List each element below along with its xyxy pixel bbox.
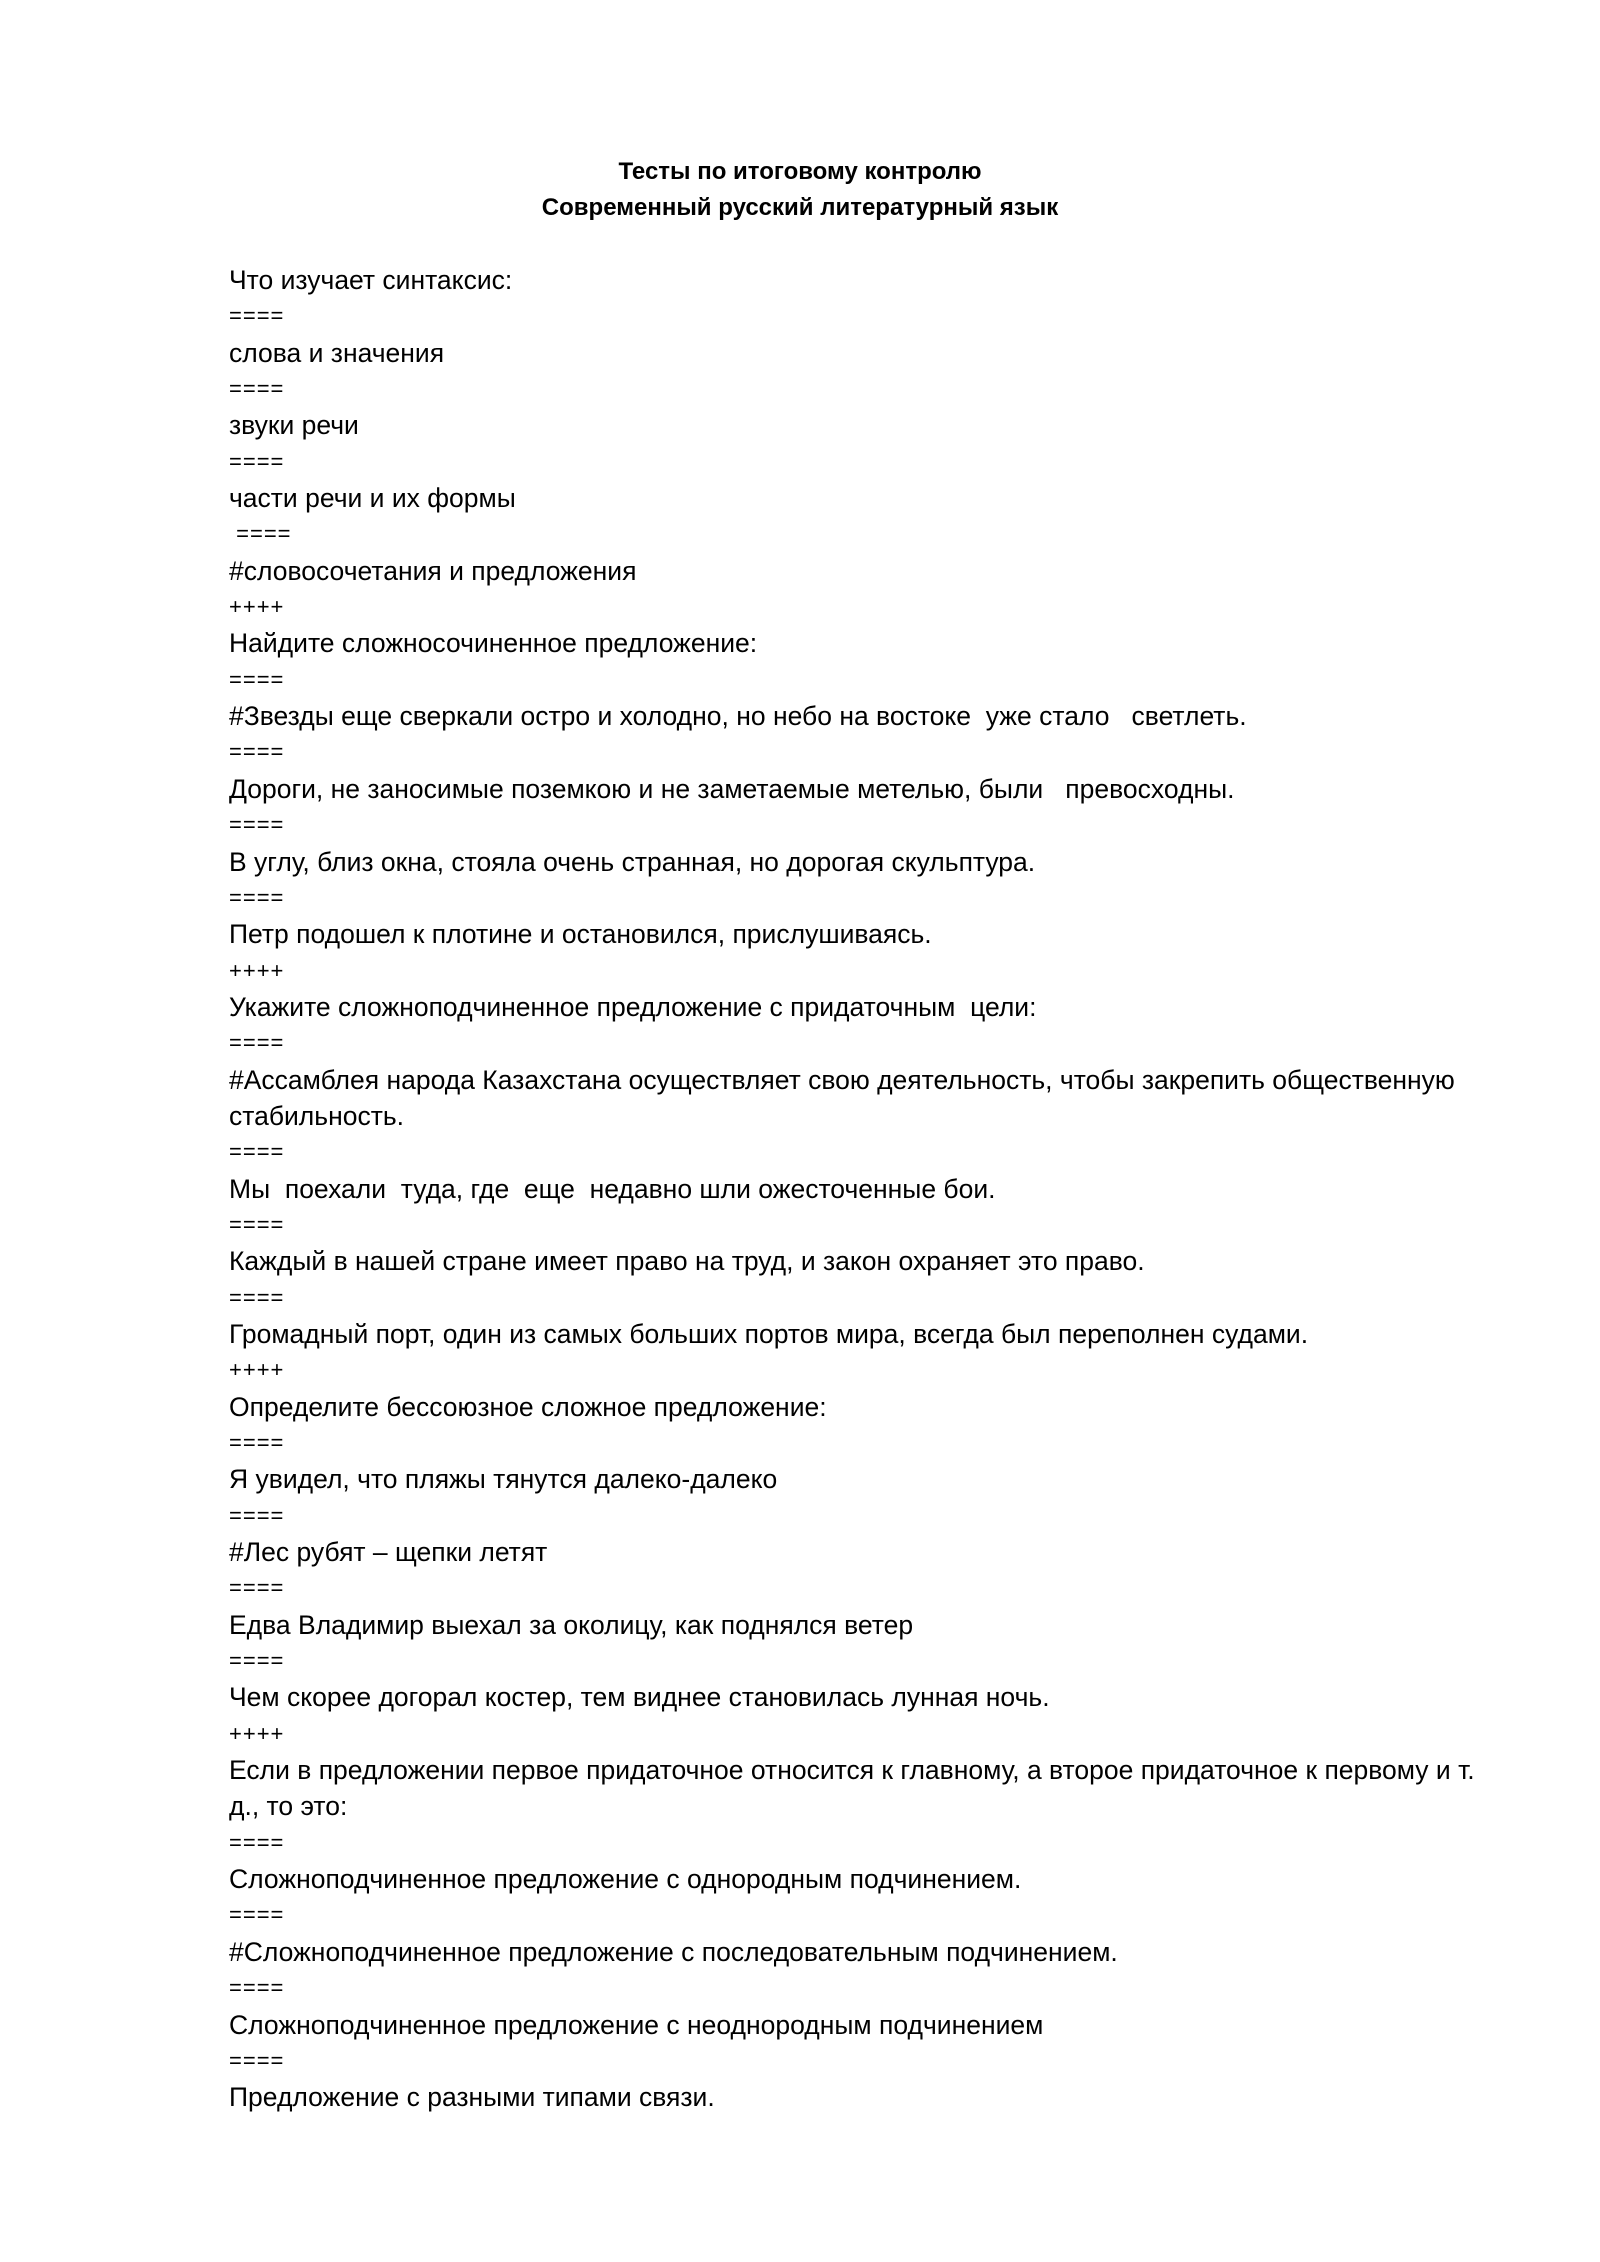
answer-option-correct: #Лес рубят – щепки летят — [229, 1537, 548, 1568]
question-text: Укажите сложноподчиненное предложение с придаточным цели: — [229, 991, 1037, 1022]
separator: ==== — [229, 1430, 285, 1455]
separator: ==== — [229, 739, 285, 765]
question-text: Что изучает синтаксис: — [229, 265, 513, 295]
separator: ==== — [229, 1211, 285, 1237]
answer-option: Едва Владимир выехал за околицу, как поднялся ветер — [229, 1609, 914, 1640]
answer-option-correct: #Звезды еще сверкали остро и холодно, но небо на востоке уже стало светлеть. — [229, 701, 1247, 732]
separator: ==== — [229, 448, 285, 474]
question-text: Найдите сложносочиненное предложение: — [229, 628, 758, 659]
answer-option: Я увидел, что пляжы тянутся далеко-далеко — [229, 1464, 778, 1495]
question-separator: ++++ — [229, 1357, 285, 1383]
separator: ==== — [229, 1975, 285, 2001]
answer-option: Сложноподчиненное предложение с однородным подчинением. — [229, 1864, 1022, 1895]
document-title — [0, 154, 1600, 226]
question-text: Если в предложении первое придаточное относится к главному, а второе придаточное к первому и т. д., то это: — [229, 1755, 1483, 1822]
separator: ==== — [229, 884, 285, 910]
answer-option: Дороги, не заносимые поземкою и не заметаемые метелью, были превосходны. — [229, 773, 1235, 804]
separator: ==== — [229, 1502, 285, 1528]
separator: ==== — [229, 1030, 285, 1056]
separator: ==== — [229, 812, 285, 838]
separator: ==== — [229, 1139, 285, 1165]
question-separator: ++++ — [229, 1720, 285, 1746]
separator: ==== — [229, 521, 292, 547]
answer-option: В углу, близ окна, стояла очень странная, но дорогая скульптура. — [229, 846, 1036, 877]
test-content — [229, 262, 1489, 2116]
separator: ==== — [229, 1284, 285, 1310]
separator: ==== — [229, 1902, 285, 1928]
title-line-2: Современный русский литературный язык — [541, 194, 1059, 221]
answer-option-correct: #Сложноподчиненное предложение с последовательным подчинением. — [229, 1936, 1118, 1967]
answer-option: Каждый в нашей стране имеет право на труд, и закон охраняет это право. — [229, 1246, 1145, 1277]
answer-option: звуки речи — [229, 410, 359, 441]
answer-option-correct: #словосочетания и предложения — [229, 555, 637, 586]
answer-option: Предложение с разными типами связи. — [229, 2082, 715, 2113]
question-text: Определите бессоюзное сложное предложение: — [229, 1391, 827, 1422]
answer-option: слова и значения — [229, 337, 445, 368]
answer-option: части речи и их формы — [229, 483, 516, 514]
answer-option: Чем скорее догорал костер, тем виднее становилась лунная ночь. — [229, 1682, 1050, 1713]
answer-option-correct: #Ассамблея народа Казахстана осуществляет свою деятельность, чтобы закрепить общественную стабильность. — [229, 1064, 1463, 1131]
separator: ==== — [229, 303, 285, 329]
separator: ==== — [229, 2047, 285, 2073]
separator: ==== — [229, 1648, 285, 1674]
separator: ==== — [229, 1575, 285, 1601]
answer-option: Мы поехали туда, где еще недавно шли ожесточенные бои. — [229, 1173, 996, 1204]
separator: ==== — [229, 666, 285, 692]
answer-option: Сложноподчиненное предложение с неоднородным подчинением — [229, 2009, 1044, 2040]
answer-option: Громадный порт, один из самых больших портов мира, всегда был переполнен судами. — [229, 1318, 1309, 1349]
separator: ==== — [229, 376, 285, 402]
question-separator: ++++ — [229, 594, 285, 620]
answer-option: Петр подошел к плотине и остановился, прислушиваясь. — [229, 919, 932, 950]
separator: ==== — [229, 1829, 285, 1855]
title-line-1: Тесты по итоговому контролю — [618, 158, 982, 185]
question-separator: ++++ — [229, 957, 285, 983]
